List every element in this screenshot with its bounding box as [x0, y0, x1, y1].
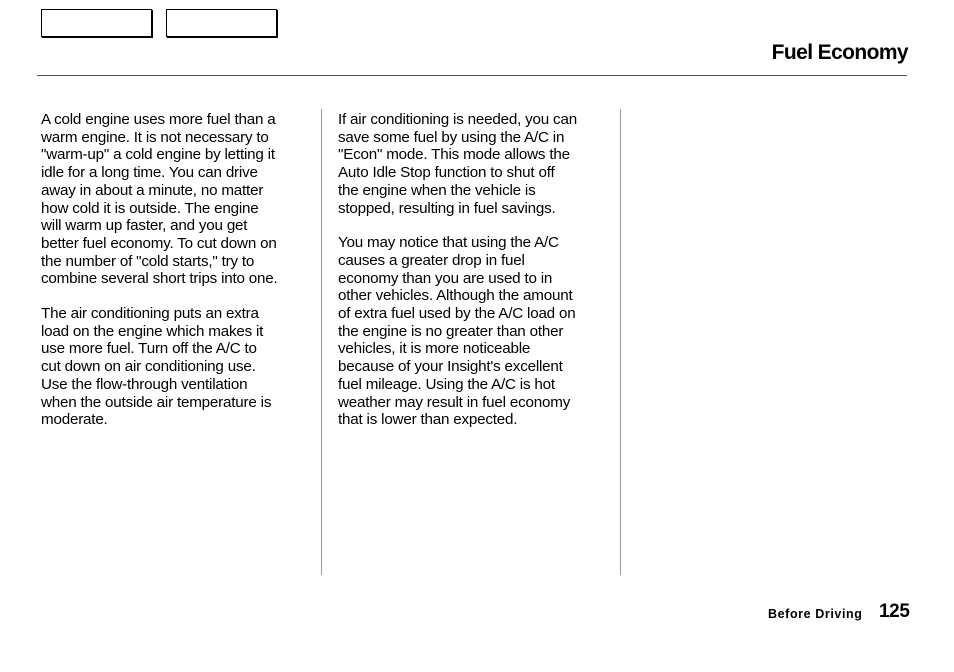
column-divider-left	[321, 109, 322, 575]
paragraph-line: weather may result in fuel economy	[338, 393, 571, 411]
paragraph-line: of extra fuel used by the A/C load on	[338, 305, 576, 323]
left-column	[41, 111, 313, 446]
paragraph-line: You may notice that using the A/C	[338, 234, 559, 252]
paragraph-line: vehicles, it is more noticeable	[338, 340, 531, 358]
paragraph-line: economy than you are used to in	[338, 269, 553, 287]
paragraph-line: save some fuel by using the A/C in	[338, 128, 565, 146]
paragraph-line: load on the engine which makes it	[41, 322, 264, 340]
paragraph-line: because of your Insight's excellent	[338, 358, 563, 376]
paragraph-line: fuel mileage. Using the A/C is hot	[338, 375, 555, 393]
paragraph-line: Auto Idle Stop function to shut off	[338, 164, 555, 182]
paragraph-line: If air conditioning is needed, you can	[338, 111, 577, 128]
paragraph-line: Use the flow-through ventilation	[41, 375, 248, 393]
paragraph-line: idle for a long time. You can drive	[41, 164, 258, 182]
paragraph-line: The air conditioning puts an extra	[41, 305, 259, 323]
paragraph-line: the engine when the vehicle is	[338, 181, 536, 199]
paragraph-line: causes a greater drop in fuel	[338, 251, 525, 269]
paragraph-line: cut down on air conditioning use.	[41, 358, 256, 376]
nav-button-index[interactable]	[166, 9, 277, 37]
paragraph-line: combine several short trips into one.	[41, 270, 278, 288]
section-label: Before Driving	[768, 607, 863, 621]
paragraph-line: better fuel economy. To cut down on	[41, 234, 277, 252]
paragraph-line: away in about a minute, no matter	[41, 181, 264, 199]
body-paragraph	[41, 111, 313, 288]
paragraph-line: A cold engine uses more fuel than a	[41, 111, 276, 128]
paragraph-line: moderate.	[41, 411, 108, 429]
paragraph-line: "warm-up" a cold engine by letting it	[41, 146, 275, 164]
body-paragraph	[338, 234, 612, 429]
title-rule	[37, 75, 907, 76]
paragraph-line: when the outside air temperature is	[41, 393, 272, 411]
paragraph-line: the engine is no greater than other	[338, 322, 564, 340]
paragraph-line: the number of "cold starts," try to	[41, 252, 255, 270]
paragraph-line: "Econ" mode. This mode allows the	[338, 146, 570, 164]
body-paragraph	[338, 111, 612, 217]
paragraph-line: that is lower than expected.	[338, 411, 518, 429]
paragraph-line: other vehicles. Although the amount	[338, 287, 573, 305]
nav-button-main-menu[interactable]	[41, 9, 152, 37]
column-divider-right	[620, 109, 621, 575]
paragraph-line: stopped, resulting in fuel savings.	[338, 199, 556, 217]
page-title: Fuel Economy	[771, 41, 908, 64]
body-paragraph	[41, 305, 313, 429]
page-number: 125	[879, 601, 910, 622]
middle-column	[338, 111, 612, 446]
paragraph-line: warm engine. It is not necessary to	[41, 128, 269, 146]
paragraph-line: will warm up faster, and you get	[41, 217, 248, 235]
paragraph-line: how cold it is outside. The engine	[41, 199, 259, 217]
paragraph-line: use more fuel. Turn off the A/C to	[41, 340, 257, 358]
